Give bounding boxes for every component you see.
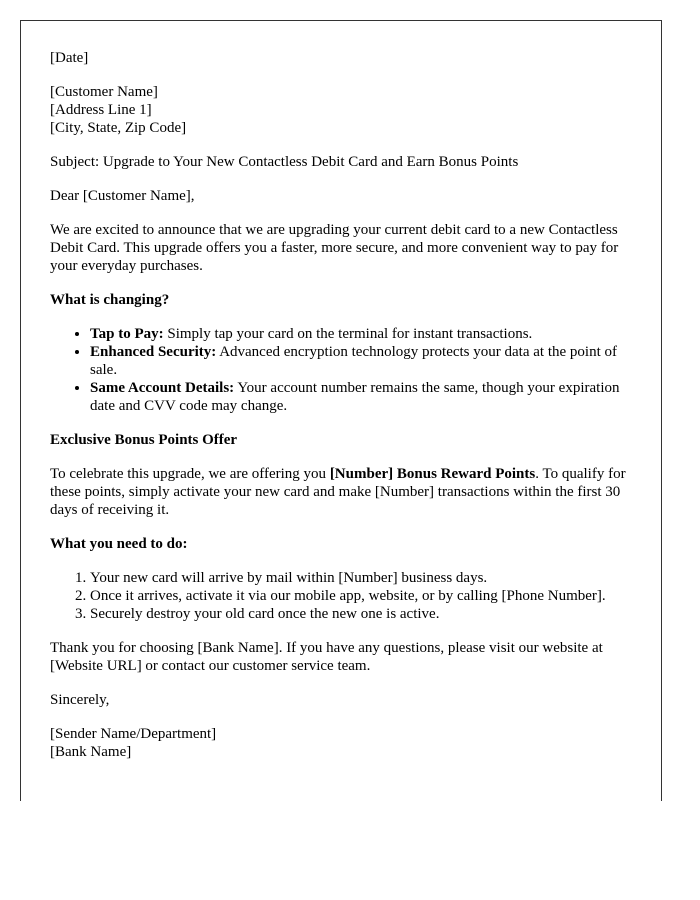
offer-heading-text: Exclusive Bonus Points Offer <box>50 432 238 448</box>
salutation: Dear [Customer Name], <box>50 188 195 204</box>
list-item <box>90 325 635 343</box>
todo-list <box>50 569 635 623</box>
offer-text: To celebrate this upgrade, we are offering you <box>50 466 330 482</box>
list-item: 1. Your new card will arrive by mail within [Number] business days. <box>90 569 635 587</box>
offer-text: . To qualify for these points, simply activate your new card and make [Number] transactions within the first 30 days of receiving it. <box>50 466 626 518</box>
bank-name: [Bank Name] <box>50 744 132 760</box>
item-text: Your account number remains the same, though your expiration date and CVV code may change. <box>90 380 620 414</box>
list-item <box>90 343 635 379</box>
sender-name: [Sender Name/Department] <box>50 726 217 742</box>
list-item <box>90 379 635 415</box>
offer-heading <box>50 431 635 449</box>
closing-paragraph: Thank you for choosing [Bank Name]. If you have any questions, please visit our website at [Website URL] or contact our customer service team. <box>50 640 603 674</box>
offer-paragraph <box>50 465 635 519</box>
letter-page <box>20 20 662 801</box>
signoff: Sincerely, <box>50 692 110 708</box>
subject: Subject: Upgrade to Your New Contactless Debit Card and Earn Bonus Points <box>50 154 519 170</box>
item-label: Enhanced Security: <box>90 344 217 360</box>
intro-paragraph: We are excited to announce that we are upgrading your current debit card to a new Contactless Debit Card. This upgrade offers you a faster, more secure, and more convenient way to pay for your everyday purchases. <box>50 222 619 274</box>
list-item: 3. Securely destroy your old card once the new one is active. <box>90 605 635 623</box>
recipient-address <box>50 83 635 137</box>
city-state-zip: [City, State, Zip Code] <box>50 120 187 136</box>
signature-block <box>50 725 635 761</box>
changes-list <box>50 325 635 415</box>
item-text: Simply tap your card on the terminal for instant transactions. <box>163 326 533 342</box>
item-text: Advanced encryption technology protects your data at the point of sale. <box>90 344 617 378</box>
list-item: 2. Once it arrives, activate it via our mobile app, website, or by calling [Phone Number]. <box>90 587 635 605</box>
changes-heading <box>50 291 635 309</box>
todo-heading <box>50 535 635 553</box>
todo-heading-text: What you need to do: <box>50 536 188 552</box>
address-line-1: [Address Line 1] <box>50 102 152 118</box>
date: [Date] <box>50 50 89 66</box>
changes-heading-text: What is changing? <box>50 292 170 308</box>
recipient-name: [Customer Name] <box>50 84 158 100</box>
item-label: Tap to Pay: <box>90 326 164 342</box>
item-label: Same Account Details: <box>90 380 235 396</box>
offer-points: [Number] Bonus Reward Points <box>329 466 536 482</box>
